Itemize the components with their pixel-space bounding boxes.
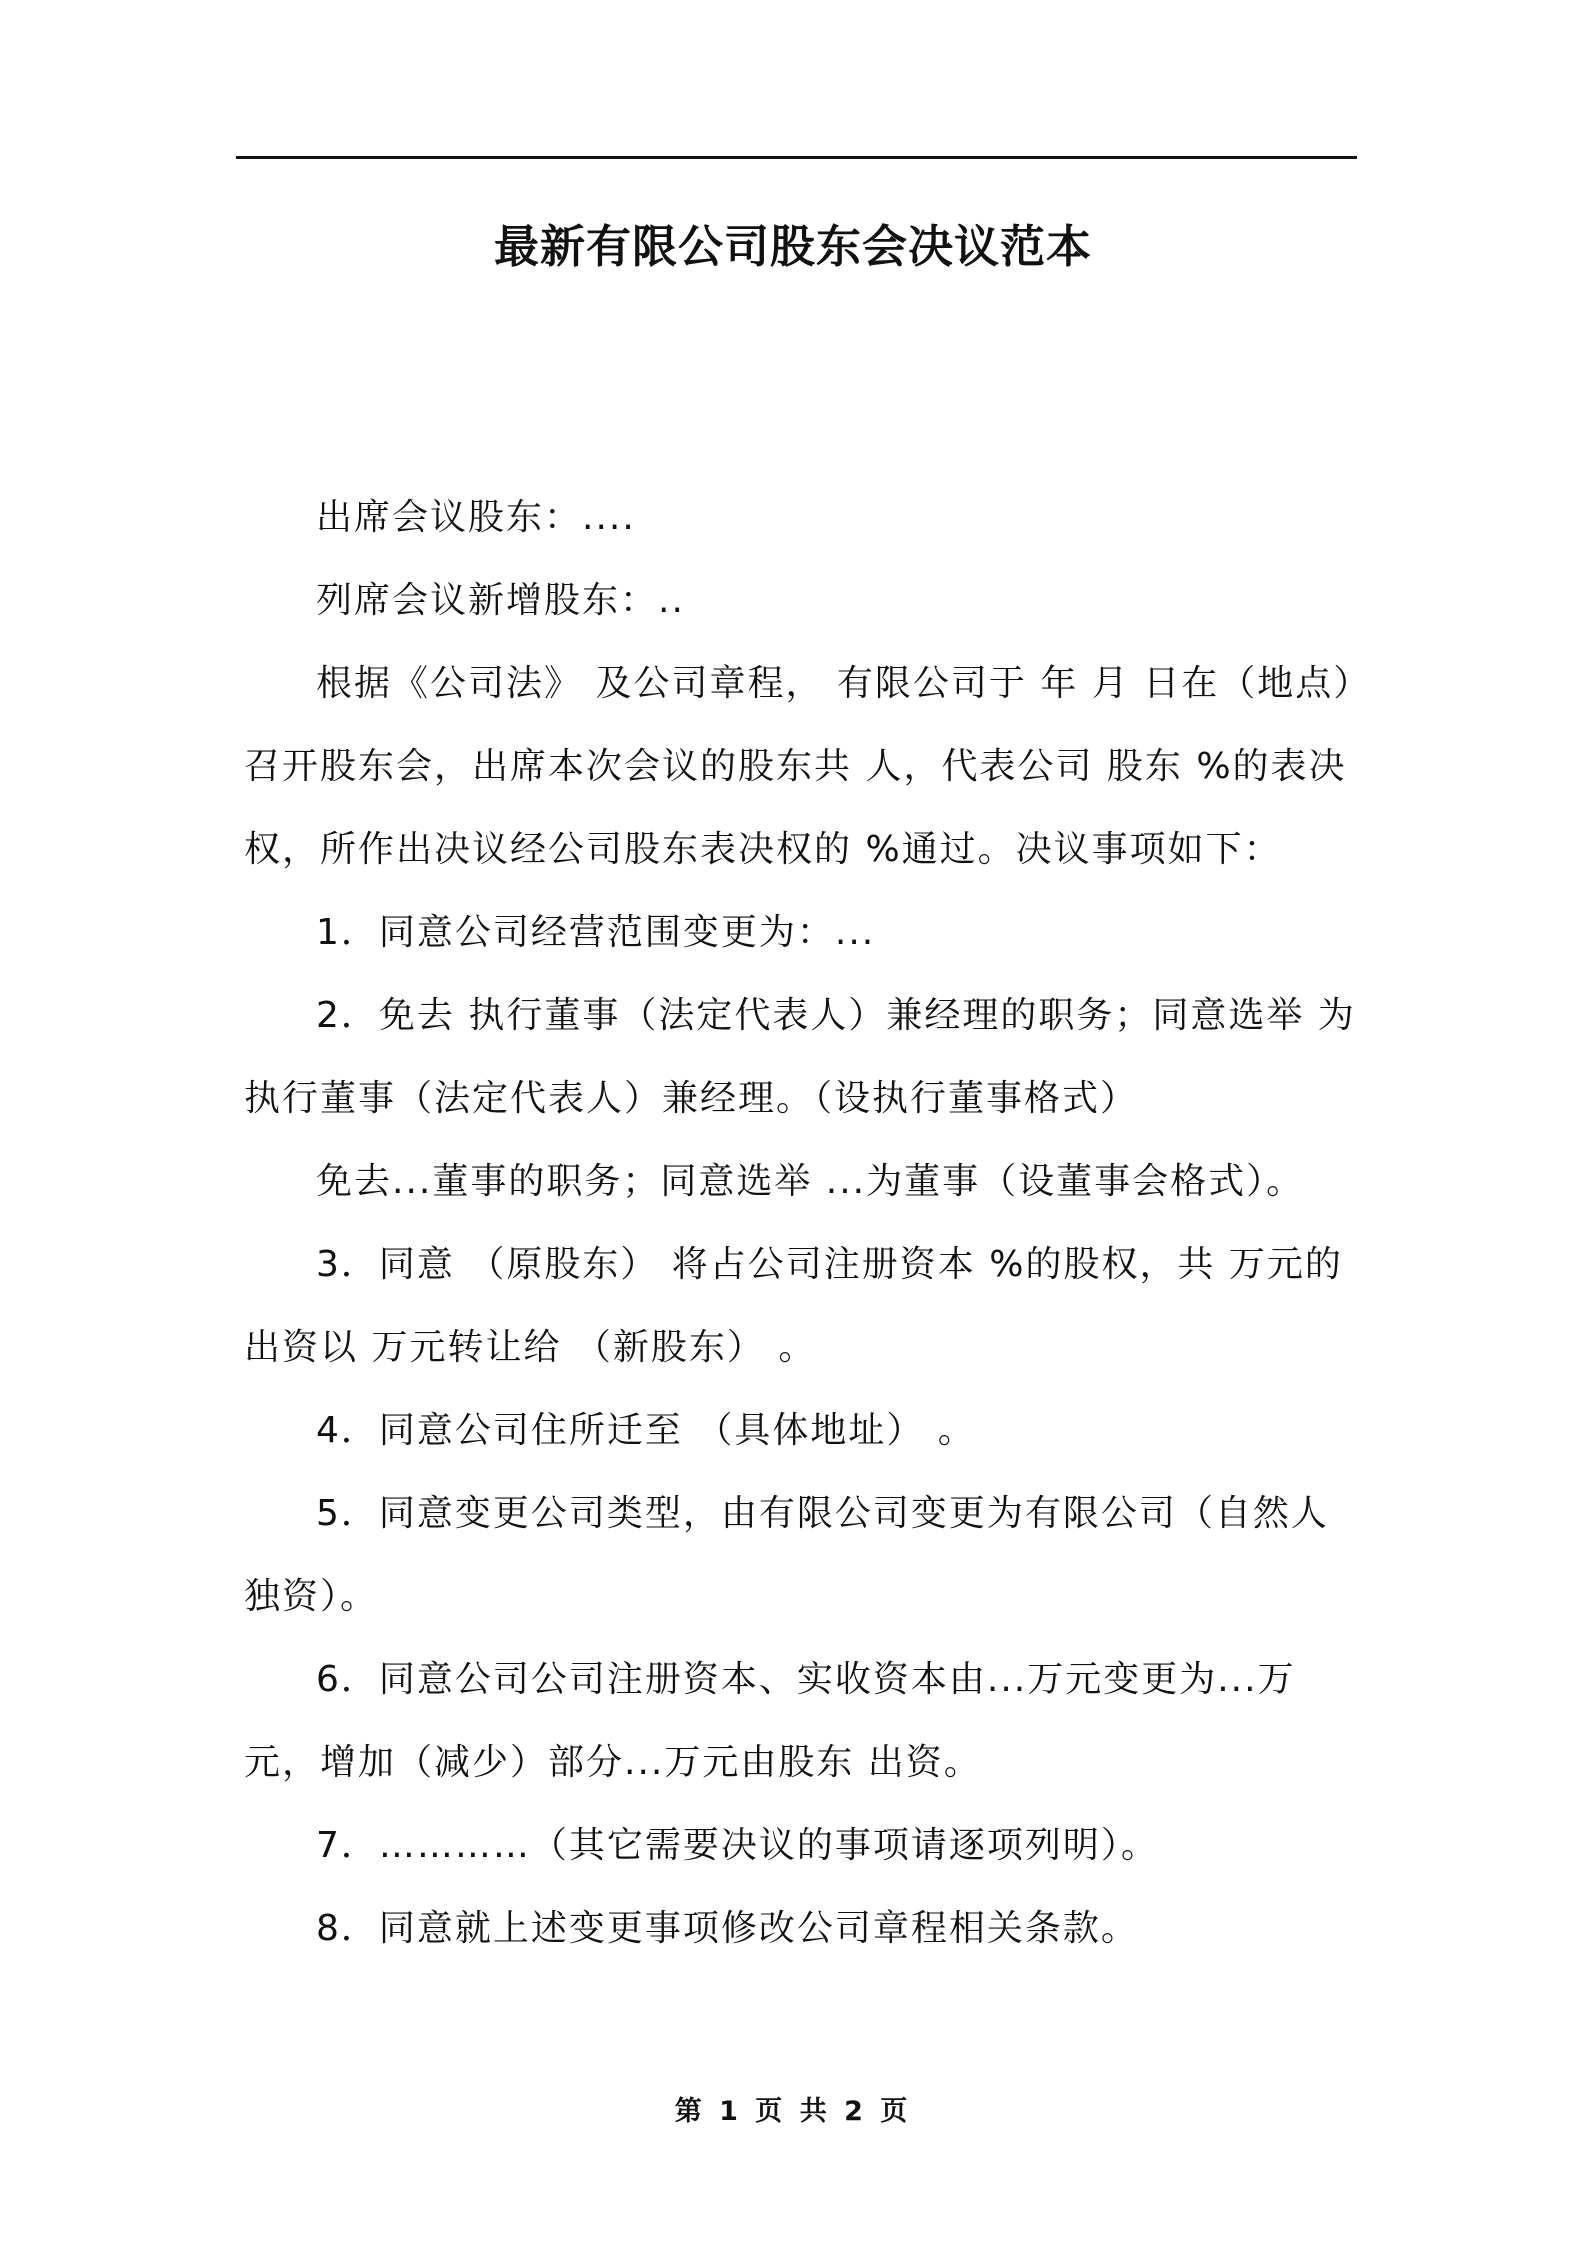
resolution-item-4: 4．同意公司住所迁至 （具体地址） 。 [316, 1410, 976, 1451]
paragraph-new-shareholders: 列席会议新增股东：.. [316, 580, 685, 621]
resolution-item-8: 8．同意就上述变更事项修改公司章程相关条款。 [316, 1908, 1139, 1949]
resolution-item-6: 6．同意公司公司注册资本、实收资本由...万元变更为...万元，增加（减少）部分...万元由股东 出资。 [244, 1659, 1296, 1783]
header-rule [236, 156, 1357, 159]
paragraph-attending-shareholders: 出席会议股东：.... [316, 497, 636, 538]
document-body [244, 476, 1364, 1970]
resolution-item-1: 1．同意公司经营范围变更为：... [316, 912, 876, 953]
paragraph-preamble: 根据《公司法》 及公司章程， 有限公司于 年 月 日在（地点）召开股东会，出席本次会议的股东共 人，代表公司 股东 %的表决权，所作出决议经公司股东表决权的 %通过。决议事项如下： [244, 663, 1354, 870]
resolution-item-2: 2．免去 执行董事（法定代表人）兼经理的职务；同意选举 为执行董事（法定代表人）兼经理。（设执行董事格式） [244, 995, 1356, 1119]
page-number: 第 1 页 共 2 页 [674, 2096, 912, 2127]
resolution-item-3: 3．同意 （原股东） 将占公司注册资本 %的股权，共 万元的出资以 万元转让给 （新股东） 。 [244, 1244, 1343, 1368]
resolution-item-5: 5．同意变更公司类型，由有限公司变更为有限公司（自然人独资）。 [244, 1493, 1329, 1617]
resolution-item-2-alt: 免去...董事的职务；同意选举 ...为董事（设董事会格式）。 [316, 1161, 1305, 1202]
resolution-item-7: 7．…………（其它需要决议的事项请逐项列明）。 [316, 1825, 1159, 1866]
document-title: 最新有限公司股东会决议范本 [493, 220, 1092, 273]
